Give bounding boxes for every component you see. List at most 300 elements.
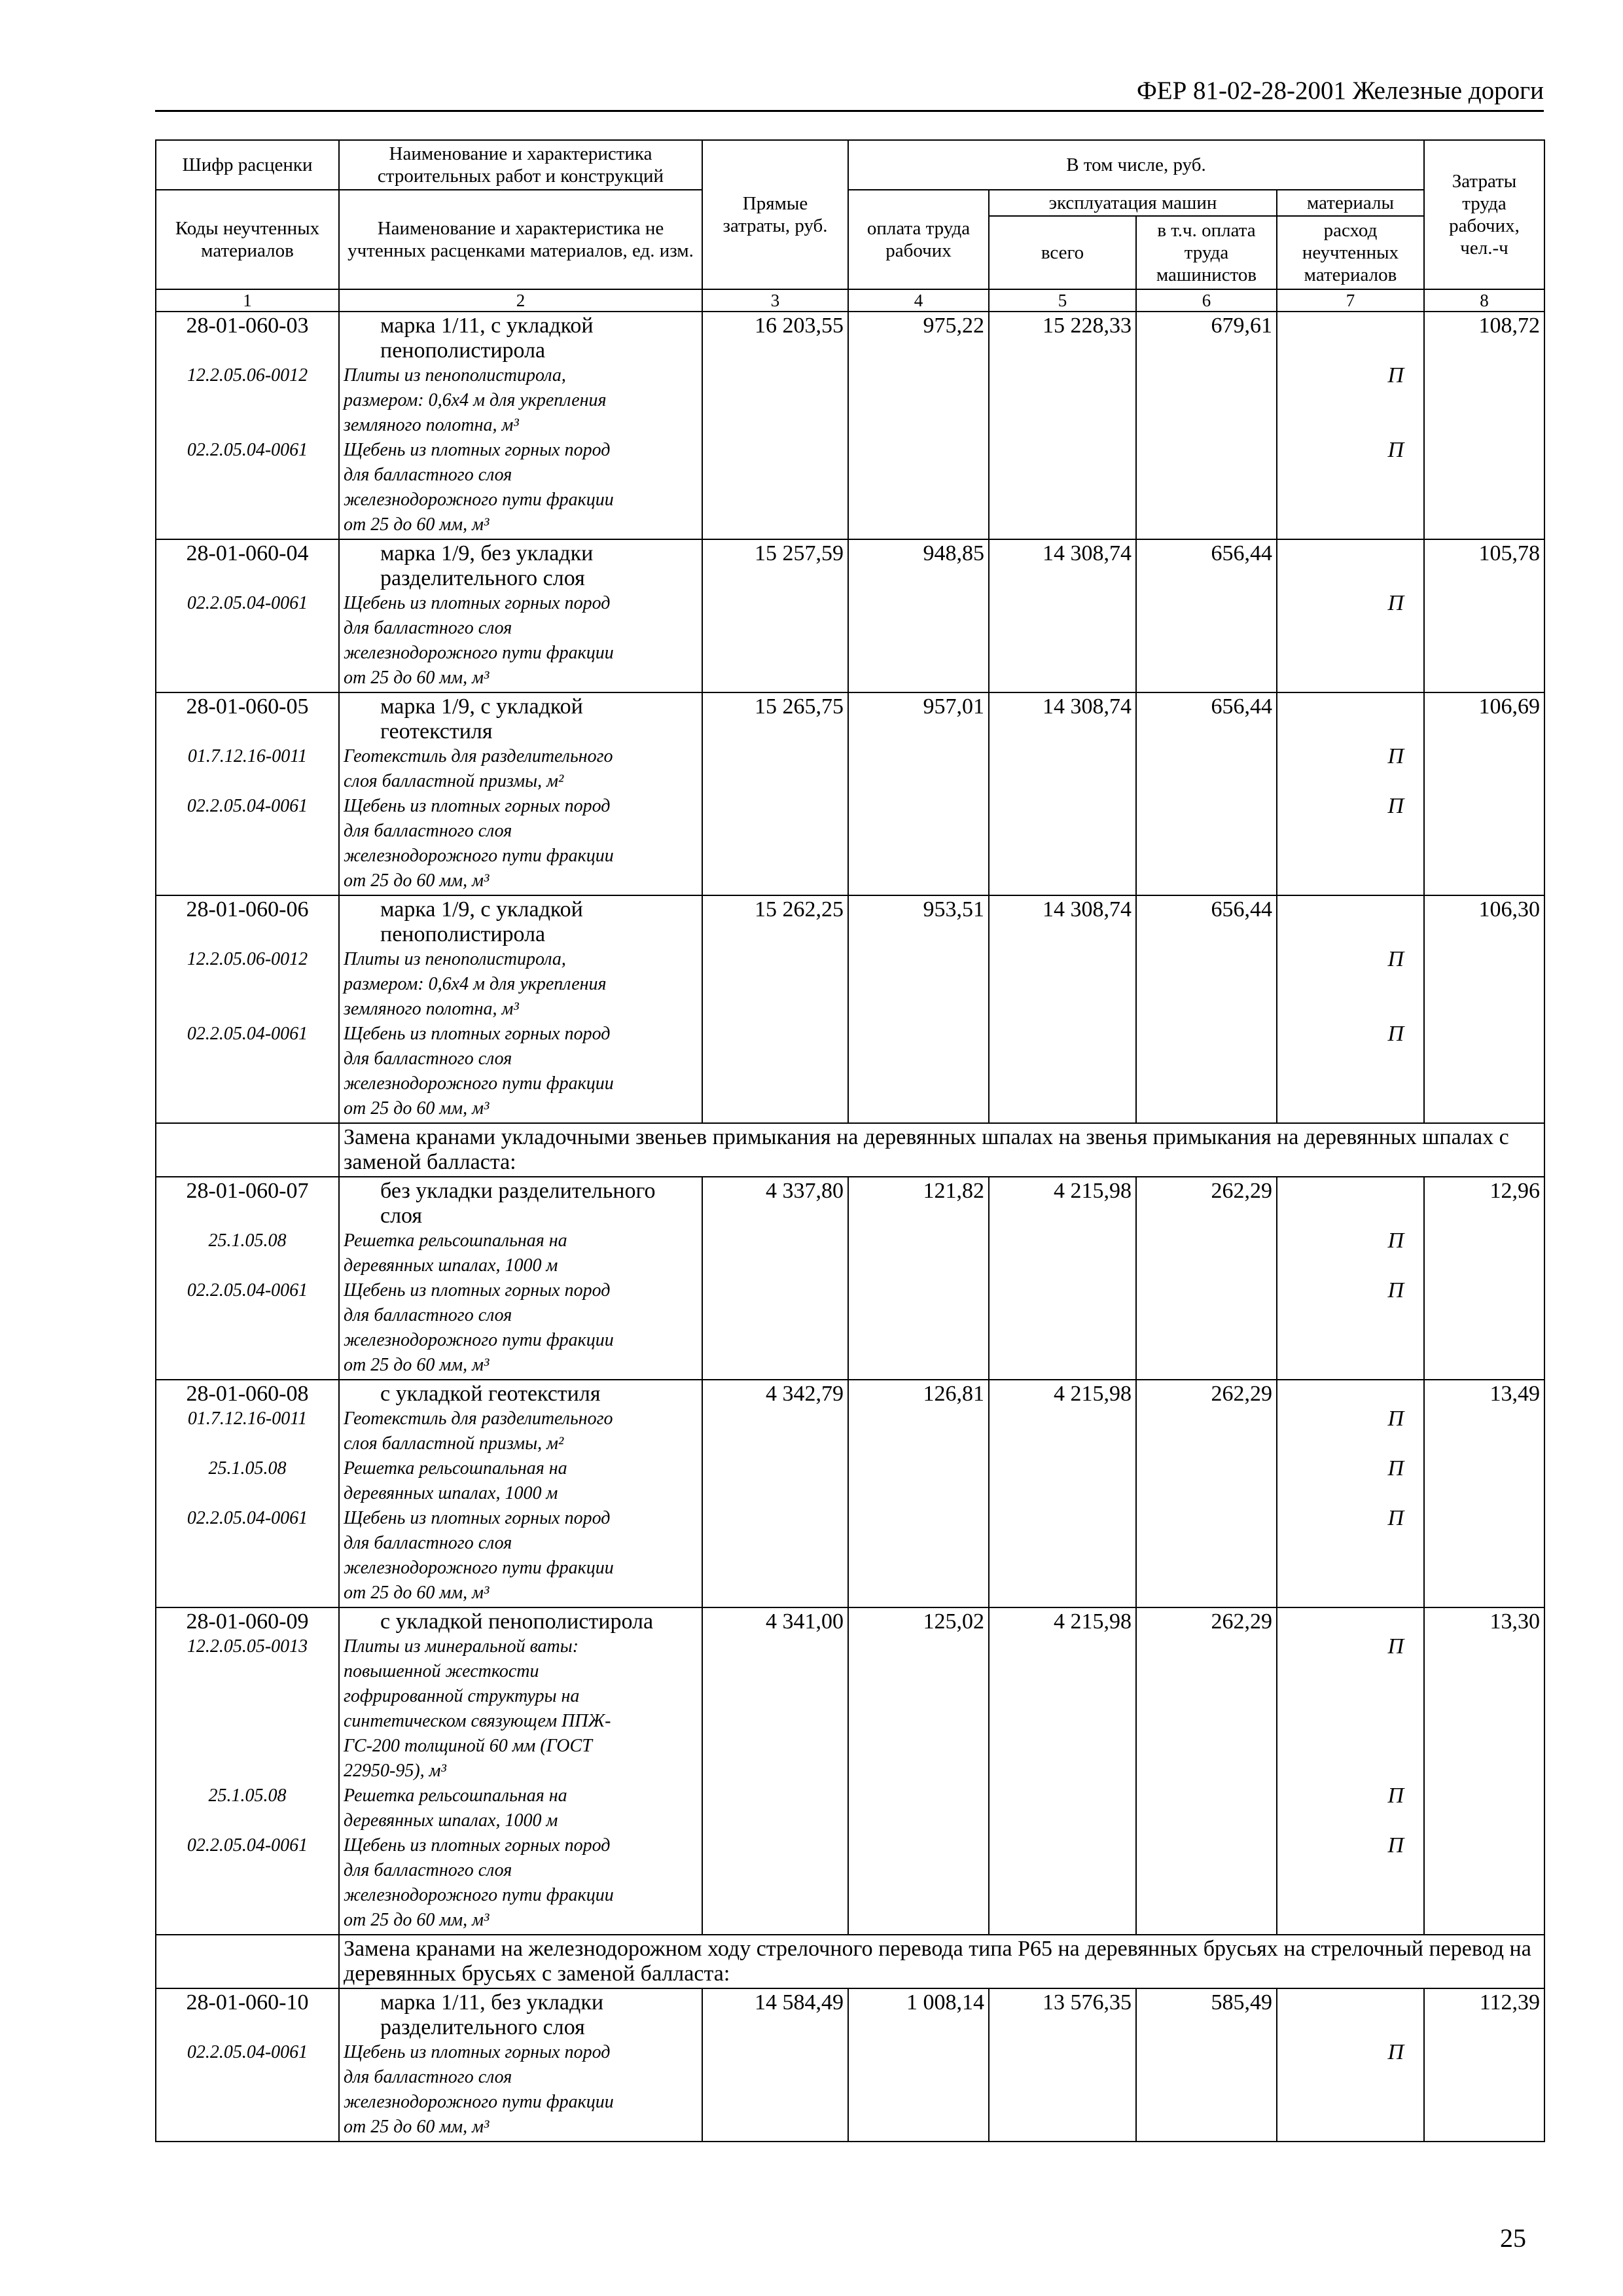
header-materials: материалы (1277, 190, 1424, 216)
material-name-line: Геотекстиль для разделительного (344, 1408, 613, 1429)
rate-code: 28-01-060-06 (186, 897, 309, 922)
rate-name-cell (339, 895, 702, 1123)
rate-name-cell (339, 1177, 702, 1380)
rate-name-line: разделительного слоя (380, 566, 585, 590)
material-code: 12.2.05.06-0012 (187, 949, 308, 969)
spacer (160, 488, 334, 512)
material-name-line: Решетка рельсошпальная на (344, 1458, 567, 1479)
material-marks-cell (1277, 312, 1424, 539)
rate-row (156, 539, 1544, 692)
spacer (160, 1734, 334, 1759)
header-rule (155, 110, 1544, 112)
material-name-line: Решетка рельсошпальная на (344, 1785, 567, 1806)
material-name-line: размером: 0,6х4 м для укрепления (344, 974, 607, 994)
section-spacer (156, 1123, 339, 1177)
material-name-line: гофрированной структуры на (344, 1686, 580, 1706)
material-code: 25.1.05.08 (208, 1458, 287, 1479)
material-name-line: железнодорожного пути фракции (344, 643, 614, 663)
material-name-line: ГС-200 толщиной 60 мм (ГОСТ (344, 1736, 592, 1756)
spacer (160, 2065, 334, 2090)
spacer (1281, 1609, 1419, 1634)
rate-code-cell (156, 692, 339, 895)
spacer (160, 1204, 334, 1229)
spacer (160, 844, 334, 869)
material-name-line: повышенной жесткости (344, 1661, 539, 1681)
material-name-line: от 25 до 60 мм, м³ (344, 870, 490, 891)
spacer (1281, 2065, 1419, 2090)
direct-costs-value: 15 262,25 (702, 895, 848, 1123)
material-name-line: земляного полотна, м³ (344, 999, 519, 1019)
spacer (160, 1071, 334, 1096)
spacer (1281, 641, 1419, 666)
column-number: 3 (702, 289, 848, 312)
page-number: 25 (1500, 2223, 1526, 2253)
spacer (1281, 844, 1419, 869)
machines-total-value: 15 228,33 (989, 312, 1136, 539)
spacer (1281, 488, 1419, 512)
material-mark: П (1387, 363, 1404, 387)
material-name-line: для балластного слоя (344, 618, 512, 638)
rate-name (344, 1990, 698, 2040)
material-name-line: Плиты из минеральной ваты: (344, 1636, 579, 1657)
material-name-line: для балластного слоя (344, 2067, 512, 2087)
rate-name-line: слоя (380, 1204, 423, 1228)
material-code: 02.2.05.04-0061 (187, 1280, 308, 1300)
material-name-line: Решетка рельсошпальная на (344, 1230, 567, 1251)
material-marks-cell (1277, 1607, 1424, 1935)
header-labor-hours: Затраты труда рабочих, чел.-ч (1424, 140, 1544, 289)
material-name-line: деревянных шпалах, 1000 м (344, 1810, 558, 1831)
material-code: 12.2.05.05-0013 (187, 1636, 308, 1657)
spacer (160, 972, 334, 997)
rate-code-cell (156, 539, 339, 692)
material-code: 01.7.12.16-0011 (187, 746, 308, 766)
material-code: 02.2.05.04-0061 (187, 1024, 308, 1044)
spacer (1281, 566, 1419, 591)
spacer (1281, 1303, 1419, 1328)
machines-total-value: 14 308,74 (989, 895, 1136, 1123)
spacer (1281, 1179, 1419, 1204)
spacer (1281, 1071, 1419, 1096)
machinist-pay-value: 262,29 (1136, 1177, 1277, 1380)
material-name-line: Геотекстиль для разделительного (344, 746, 613, 766)
material-name-line: железнодорожного пути фракции (344, 1558, 614, 1578)
column-number: 1 (156, 289, 339, 312)
direct-costs-value: 15 265,75 (702, 692, 848, 895)
rate-name-cell (339, 1380, 702, 1607)
rate-name (344, 897, 698, 947)
header-including: В том числе, руб. (848, 140, 1424, 190)
column-number: 7 (1277, 289, 1424, 312)
rate-name (344, 694, 698, 744)
spacer (160, 1684, 334, 1709)
spacer (1281, 338, 1419, 363)
machines-total-value: 4 215,98 (989, 1607, 1136, 1935)
spacer (1281, 512, 1419, 537)
spacer (160, 1908, 334, 1933)
material-code: 12.2.05.06-0012 (187, 365, 308, 386)
material-name-line: Щебень из плотных горных пород (344, 796, 611, 816)
column-number: 5 (989, 289, 1136, 312)
material-name-line: для балластного слоя (344, 1533, 512, 1553)
spacer (1281, 1684, 1419, 1709)
spacer (160, 769, 334, 794)
rate-name-line: пенополистирола (380, 922, 546, 946)
rate-name-line: с укладкой пенополистирола (380, 1609, 654, 1634)
spacer (160, 1808, 334, 1833)
column-numbers-row (156, 289, 1544, 312)
rate-code-cell (156, 895, 339, 1123)
rate-name-cell (339, 312, 702, 539)
rate-code: 28-01-060-04 (186, 541, 309, 565)
material-name-line: размером: 0,6х4 м для укрепления (344, 390, 607, 410)
rate-code-cell (156, 312, 339, 539)
labor-pay-value: 126,81 (848, 1380, 989, 1607)
spacer (1281, 1253, 1419, 1278)
spacer (1281, 922, 1419, 947)
spacer (1281, 719, 1419, 744)
header-machinist-pay: в т.ч. оплата труда машинистов (1136, 216, 1277, 289)
rate-name-line: марка 1/9, без укладки (380, 541, 594, 565)
spacer (1281, 1096, 1419, 1121)
spacer (160, 1328, 334, 1353)
spacer (160, 512, 334, 537)
spacer (160, 1659, 334, 1684)
spacer (160, 1581, 334, 1605)
spacer (1281, 1734, 1419, 1759)
machinist-pay-value: 262,29 (1136, 1607, 1277, 1935)
material-name-line: Щебень из плотных горных пород (344, 1835, 611, 1856)
spacer (1281, 694, 1419, 719)
rate-name-cell (339, 1988, 702, 2142)
spacer (1281, 1353, 1419, 1378)
direct-costs-value: 4 342,79 (702, 1380, 848, 1607)
rate-code: 28-01-060-03 (186, 314, 309, 338)
material-mark: П (1387, 1506, 1404, 1530)
material-code: 02.2.05.04-0061 (187, 593, 308, 613)
material-name-line: деревянных шпалах, 1000 м (344, 1483, 558, 1503)
material-name-line: от 25 до 60 мм, м³ (344, 1583, 490, 1603)
section-row (156, 1123, 1544, 1177)
spacer (1281, 1204, 1419, 1229)
column-number: 6 (1136, 289, 1277, 312)
material-name-line: синтетическом связующем ППЖ- (344, 1711, 611, 1731)
spacer (1281, 769, 1419, 794)
rate-row (156, 1177, 1544, 1380)
material-name-line: от 25 до 60 мм, м³ (344, 1910, 490, 1930)
spacer (160, 1531, 334, 1556)
rate-name-cell (339, 692, 702, 895)
spacer (160, 413, 334, 438)
section-title: Замена кранами на железнодорожном ходу стрелочного перевода типа Р65 на деревянных брусьях на стрелочный перевод на деревянных брусьях с заменой балласта: (339, 1935, 1544, 1988)
material-marks-cell (1277, 895, 1424, 1123)
spacer (1281, 314, 1419, 338)
spacer (160, 1253, 334, 1278)
rate-name-line: пенополистирола (380, 338, 546, 363)
spacer (160, 388, 334, 413)
material-name-line: от 25 до 60 мм, м³ (344, 668, 490, 688)
material-mark: П (1387, 1022, 1404, 1046)
rate-name (344, 541, 698, 591)
material-name-line: для балластного слоя (344, 1860, 512, 1880)
spacer (160, 719, 334, 744)
spacer (1281, 1047, 1419, 1071)
rate-name-line: без укладки разделительного (380, 1179, 656, 1203)
spacer (1281, 897, 1419, 922)
spacer (160, 869, 334, 893)
rate-code-cell (156, 1988, 339, 2142)
spacer (160, 819, 334, 844)
labor-pay-value: 957,01 (848, 692, 989, 895)
spacer (1281, 666, 1419, 691)
rate-name-cell (339, 539, 702, 692)
spacer (160, 922, 334, 947)
material-code: 01.7.12.16-0011 (187, 1408, 308, 1429)
material-marks-cell (1277, 692, 1424, 895)
rate-name-line: марка 1/11, без укладки (380, 1990, 604, 2015)
column-number: 8 (1424, 289, 1544, 312)
spacer (1281, 1581, 1419, 1605)
rate-name-cell (339, 1607, 702, 1935)
material-mark: П (1387, 1634, 1404, 1659)
material-name-line: от 25 до 60 мм, м³ (344, 1355, 490, 1375)
spacer (1281, 1659, 1419, 1684)
spacer (1281, 1431, 1419, 1456)
material-name-line: железнодорожного пути фракции (344, 2092, 614, 2112)
machines-total-value: 13 576,35 (989, 1988, 1136, 2142)
material-name-line: деревянных шпалах, 1000 м (344, 1255, 558, 1276)
material-name-line: слоя балластной призмы, м² (344, 1433, 564, 1454)
spacer (160, 666, 334, 691)
header-rate-code: Шифр расценки (156, 140, 339, 190)
material-code: 02.2.05.04-0061 (187, 1508, 308, 1528)
spacer (1281, 1531, 1419, 1556)
spacer (1281, 463, 1419, 488)
spacer (1281, 1709, 1419, 1734)
material-name-line: железнодорожного пути фракции (344, 1330, 614, 1350)
section-spacer (156, 1935, 339, 1988)
rate-code: 28-01-060-09 (186, 1609, 309, 1634)
rate-row (156, 692, 1544, 895)
material-code: 25.1.05.08 (208, 1230, 287, 1251)
spacer (1281, 616, 1419, 641)
spacer (1281, 819, 1419, 844)
material-name-line: Плиты из пенополистирола, (344, 949, 566, 969)
spacer (160, 1353, 334, 1378)
rate-name-line: марка 1/11, с укладкой (380, 314, 594, 338)
machinist-pay-value: 656,44 (1136, 692, 1277, 895)
spacer (160, 616, 334, 641)
machines-total-value: 4 215,98 (989, 1177, 1136, 1380)
rate-row (156, 312, 1544, 539)
spacer (1281, 1328, 1419, 1353)
labor-pay-value: 953,51 (848, 895, 989, 1123)
material-code: 25.1.05.08 (208, 1785, 287, 1806)
direct-costs-value: 14 584,49 (702, 1988, 848, 2142)
document-header: ФЕР 81-02-28-2001 Железные дороги (1136, 77, 1544, 105)
labor-pay-value: 948,85 (848, 539, 989, 692)
material-marks-cell (1277, 1380, 1424, 1607)
labor-hours-value: 106,30 (1424, 895, 1544, 1123)
material-name-line: от 25 до 60 мм, м³ (344, 2117, 490, 2137)
direct-costs-value: 4 341,00 (702, 1607, 848, 1935)
spacer (1281, 1759, 1419, 1784)
material-code: 02.2.05.04-0061 (187, 796, 308, 816)
spacer (160, 463, 334, 488)
spacer (1281, 413, 1419, 438)
machinist-pay-value: 262,29 (1136, 1380, 1277, 1607)
material-mark: П (1387, 947, 1404, 971)
material-name-line: от 25 до 60 мм, м³ (344, 1098, 490, 1119)
material-name-line: 22950-95), м³ (344, 1761, 446, 1781)
material-name-line: Щебень из плотных горных пород (344, 1024, 611, 1044)
material-mark: П (1387, 1456, 1404, 1480)
labor-pay-value: 975,22 (848, 312, 989, 539)
spacer (160, 1047, 334, 1071)
labor-pay-value: 125,02 (848, 1607, 989, 1935)
spacer (160, 1759, 334, 1784)
header-direct-costs: Прямые затраты, руб. (702, 140, 848, 289)
material-name-line: Щебень из плотных горных пород (344, 1508, 611, 1528)
material-code: 02.2.05.04-0061 (187, 2042, 308, 2062)
material-name-line: железнодорожного пути фракции (344, 846, 614, 866)
material-name-line: от 25 до 60 мм, м³ (344, 514, 490, 535)
spacer (1281, 1556, 1419, 1581)
rate-code-cell (156, 1380, 339, 1607)
rate-name (344, 1609, 698, 1634)
material-name-line: железнодорожного пути фракции (344, 490, 614, 510)
spacer (1281, 1808, 1419, 1833)
spacer (160, 2115, 334, 2140)
material-code: 02.2.05.04-0061 (187, 440, 308, 460)
material-name-line: земляного полотна, м³ (344, 415, 519, 435)
material-name-line: железнодорожного пути фракции (344, 1073, 614, 1094)
labor-hours-value: 106,69 (1424, 692, 1544, 895)
spacer (160, 1096, 334, 1121)
spacer (1281, 869, 1419, 893)
spacer (160, 2090, 334, 2115)
direct-costs-value: 16 203,55 (702, 312, 848, 539)
spacer (1281, 1883, 1419, 1908)
rate-name (344, 1382, 698, 1407)
material-name-line: Щебень из плотных горных пород (344, 440, 611, 460)
material-name-line: для балластного слоя (344, 465, 512, 485)
material-name-line: для балластного слоя (344, 1305, 512, 1325)
machinist-pay-value: 656,44 (1136, 895, 1277, 1123)
rate-code-cell (156, 1177, 339, 1380)
rate-name (344, 1179, 698, 1229)
rate-code: 28-01-060-07 (186, 1179, 309, 1203)
rate-code: 28-01-060-08 (186, 1382, 309, 1406)
material-mark: П (1387, 1784, 1404, 1808)
labor-hours-value: 112,39 (1424, 1988, 1544, 2142)
spacer (160, 1481, 334, 1506)
machines-total-value: 4 215,98 (989, 1380, 1136, 1607)
rate-name-line: разделительного слоя (380, 2015, 585, 2039)
machines-total-value: 14 308,74 (989, 692, 1136, 895)
material-mark: П (1387, 1407, 1404, 1431)
rate-code: 28-01-060-05 (186, 694, 309, 719)
column-number: 2 (339, 289, 702, 312)
spacer (1281, 388, 1419, 413)
spacer (1281, 541, 1419, 566)
material-name-line: Щебень из плотных горных пород (344, 1280, 611, 1300)
header-machines: эксплуатация машин (989, 190, 1277, 216)
material-name-line: Щебень из плотных горных пород (344, 2042, 611, 2062)
spacer (160, 566, 334, 591)
material-mark: П (1387, 744, 1404, 768)
spacer (1281, 1382, 1419, 1407)
rates-table-body (156, 312, 1544, 2142)
material-name-line: Плиты из пенополистирола, (344, 365, 566, 386)
material-name-line: для балластного слоя (344, 1049, 512, 1069)
machines-total-value: 14 308,74 (989, 539, 1136, 692)
material-name-line: для балластного слоя (344, 821, 512, 841)
spacer (160, 997, 334, 1022)
direct-costs-value: 4 337,80 (702, 1177, 848, 1380)
spacer (160, 1858, 334, 1883)
rates-table (155, 139, 1545, 2142)
material-mark: П (1387, 2040, 1404, 2064)
section-row (156, 1935, 1544, 1988)
direct-costs-value: 15 257,59 (702, 539, 848, 692)
spacer (1281, 1858, 1419, 1883)
spacer (160, 1883, 334, 1908)
spacer (1281, 2015, 1419, 2040)
header-material-codes: Коды неучтенных материалов (156, 190, 339, 289)
spacer (1281, 1990, 1419, 2015)
material-name-line: железнодорожного пути фракции (344, 1885, 614, 1905)
material-mark: П (1387, 794, 1404, 818)
rate-code-cell (156, 1607, 339, 1935)
material-mark: П (1387, 591, 1404, 615)
rate-code: 28-01-060-10 (186, 1990, 309, 2015)
rate-row (156, 1607, 1544, 1935)
rate-name-line: марка 1/9, с укладкой (380, 694, 583, 719)
rate-row (156, 1988, 1544, 2142)
header-work-name: Наименование и характеристика строительных работ и конструкций (339, 140, 702, 190)
rate-name-line: с укладкой геотекстиля (380, 1382, 601, 1406)
spacer (1281, 1481, 1419, 1506)
rate-name (344, 314, 698, 363)
spacer (1281, 2090, 1419, 2115)
material-code: 02.2.05.04-0061 (187, 1835, 308, 1856)
labor-hours-value: 13,49 (1424, 1380, 1544, 1607)
material-mark: П (1387, 438, 1404, 462)
material-marks-cell (1277, 1177, 1424, 1380)
material-mark: П (1387, 1833, 1404, 1857)
spacer (160, 1709, 334, 1734)
labor-pay-value: 1 008,14 (848, 1988, 989, 2142)
header-material-usage: расход неучтенных материалов (1277, 216, 1424, 289)
labor-hours-value: 105,78 (1424, 539, 1544, 692)
machinist-pay-value: 585,49 (1136, 1988, 1277, 2142)
spacer (160, 2015, 334, 2040)
material-mark: П (1387, 1229, 1404, 1253)
labor-hours-value: 12,96 (1424, 1177, 1544, 1380)
column-number: 4 (848, 289, 989, 312)
spacer (160, 1303, 334, 1328)
machinist-pay-value: 679,61 (1136, 312, 1277, 539)
machinist-pay-value: 656,44 (1136, 539, 1277, 692)
material-marks-cell (1277, 539, 1424, 692)
spacer (160, 338, 334, 363)
material-marks-cell (1277, 1988, 1424, 2142)
rate-name-line: геотекстиля (380, 719, 493, 744)
spacer (1281, 997, 1419, 1022)
spacer (160, 1431, 334, 1456)
section-title: Замена кранами укладочными звеньев примыкания на деревянных шпалах на звенья примыкания на деревянных шпалах с заменой балласта: (339, 1123, 1544, 1177)
